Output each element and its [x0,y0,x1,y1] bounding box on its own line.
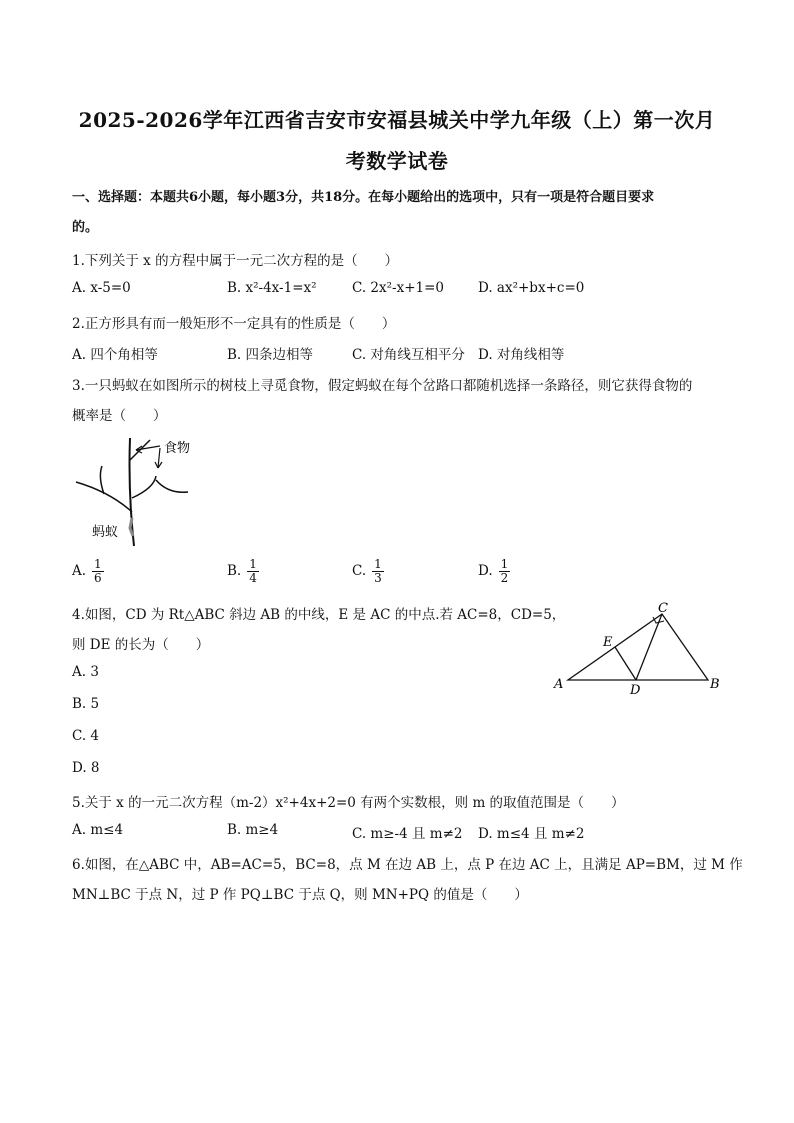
label-e: E [603,635,613,650]
q5-stem: 5.关于 x 的一元二次方程（m-2）x²+4x+2=0 有两个实数根，则 m 的取值范围是（ ） [72,795,625,811]
label-b: B [710,677,720,692]
q4-option-a: A. 3 [72,664,99,680]
tree-branch-right-lower-twig [156,480,188,492]
tree-branch-right-upper [130,440,150,460]
q4-stem-line2: 则 DE 的长为（ ） [72,637,210,653]
q3-stem-line2: 概率是（ ） [72,408,167,424]
q1-stem: 1.下列关于 x 的方程中属于一元二次方程的是（ ） [72,253,399,269]
tree-branch-left [76,482,132,512]
segment-de [615,647,636,680]
q4-option-c: C. 4 [72,728,100,744]
label-d: D [630,683,641,698]
q5-option-d: D. m≤4 且 m≠2 [478,826,585,842]
q3-tree-figure [70,432,210,550]
ant-label: 蚂蚁 [92,525,119,540]
q4-triangle-figure [550,598,730,698]
q2-stem: 2.正方形具有而一般矩形不一定具有的性质是（ ） [72,316,396,332]
q1-option-d: D. ax²+bx+c=0 [478,280,585,296]
section1-heading-line2: 的。 [72,220,99,235]
exam-title-line2: 考数学试卷 [345,149,449,173]
q1-option-a: A. x-5=0 [72,280,131,296]
label-a: A [554,677,564,692]
section1-heading-line1: 一、选择题：本题共6小题，每小题3分，共18分。在每小题给出的选项中，只有一项是符合题目要求 [72,190,655,205]
q4-option-b: B. 5 [72,696,100,712]
q6-stem-line2: MN⊥BC 于点 N，过 P 作 PQ⊥BC 于点 Q，则 MN+PQ 的值是（ ） [72,887,528,903]
label-c: C [658,601,668,616]
triangle-abc [568,614,708,680]
q4-option-d: D. 8 [72,760,100,776]
food-label: 食物 [164,441,191,456]
q5-option-c: C. m≥-4 且 m≠2 [352,826,463,842]
q1-option-b: B. x²-4x-1=x² [227,280,317,296]
q6-stem-line1: 6.如图，在△ABC 中，AB=AC=5，BC=8，点 M 在边 AB 上，点 P 在边 AC 上，且满足 AP=BM，过 M 作 [72,857,743,873]
q3-stem-line1: 3.一只蚂蚁在如图所示的树枝上寻觅食物，假定蚂蚁在每个岔路口都随机选择一条路径，则它获得食物的 [72,378,693,394]
q3-option-c: C. $\frac{1}{3}$ [352,557,382,585]
q2-option-a: A. 四个角相等 [72,347,158,363]
q3-option-b: B. $\frac{1}{4}$ [227,557,257,585]
q3-option-d: D. $\frac{1}{2}$ [478,557,509,585]
q5-option-a: A. m≤4 [72,822,124,838]
q2-option-b: B. 四条边相等 [227,347,314,363]
tree-branch-left-twig [100,466,104,494]
exam-title-line1: 2025-2026学年江西省吉安市安福县城关中学九年级（上）第一次月 [78,108,716,132]
q5-option-b: B. m≥4 [227,822,279,838]
right-angle-mark [653,617,664,623]
tree-branch-right-lower [132,476,156,498]
q2-option-d: D. 对角线相等 [478,347,565,363]
q4-stem-line1: 4.如图，CD 为 Rt△ABC 斜边 AB 的中线，E 是 AC 的中点.若 AC=8，CD=5， [72,607,566,623]
q3-option-a: A. $\frac{1}{6}$ [72,557,102,585]
q1-option-c: C. 2x²-x+1=0 [352,280,445,296]
q2-option-c: C. 对角线互相平分 [352,347,465,363]
